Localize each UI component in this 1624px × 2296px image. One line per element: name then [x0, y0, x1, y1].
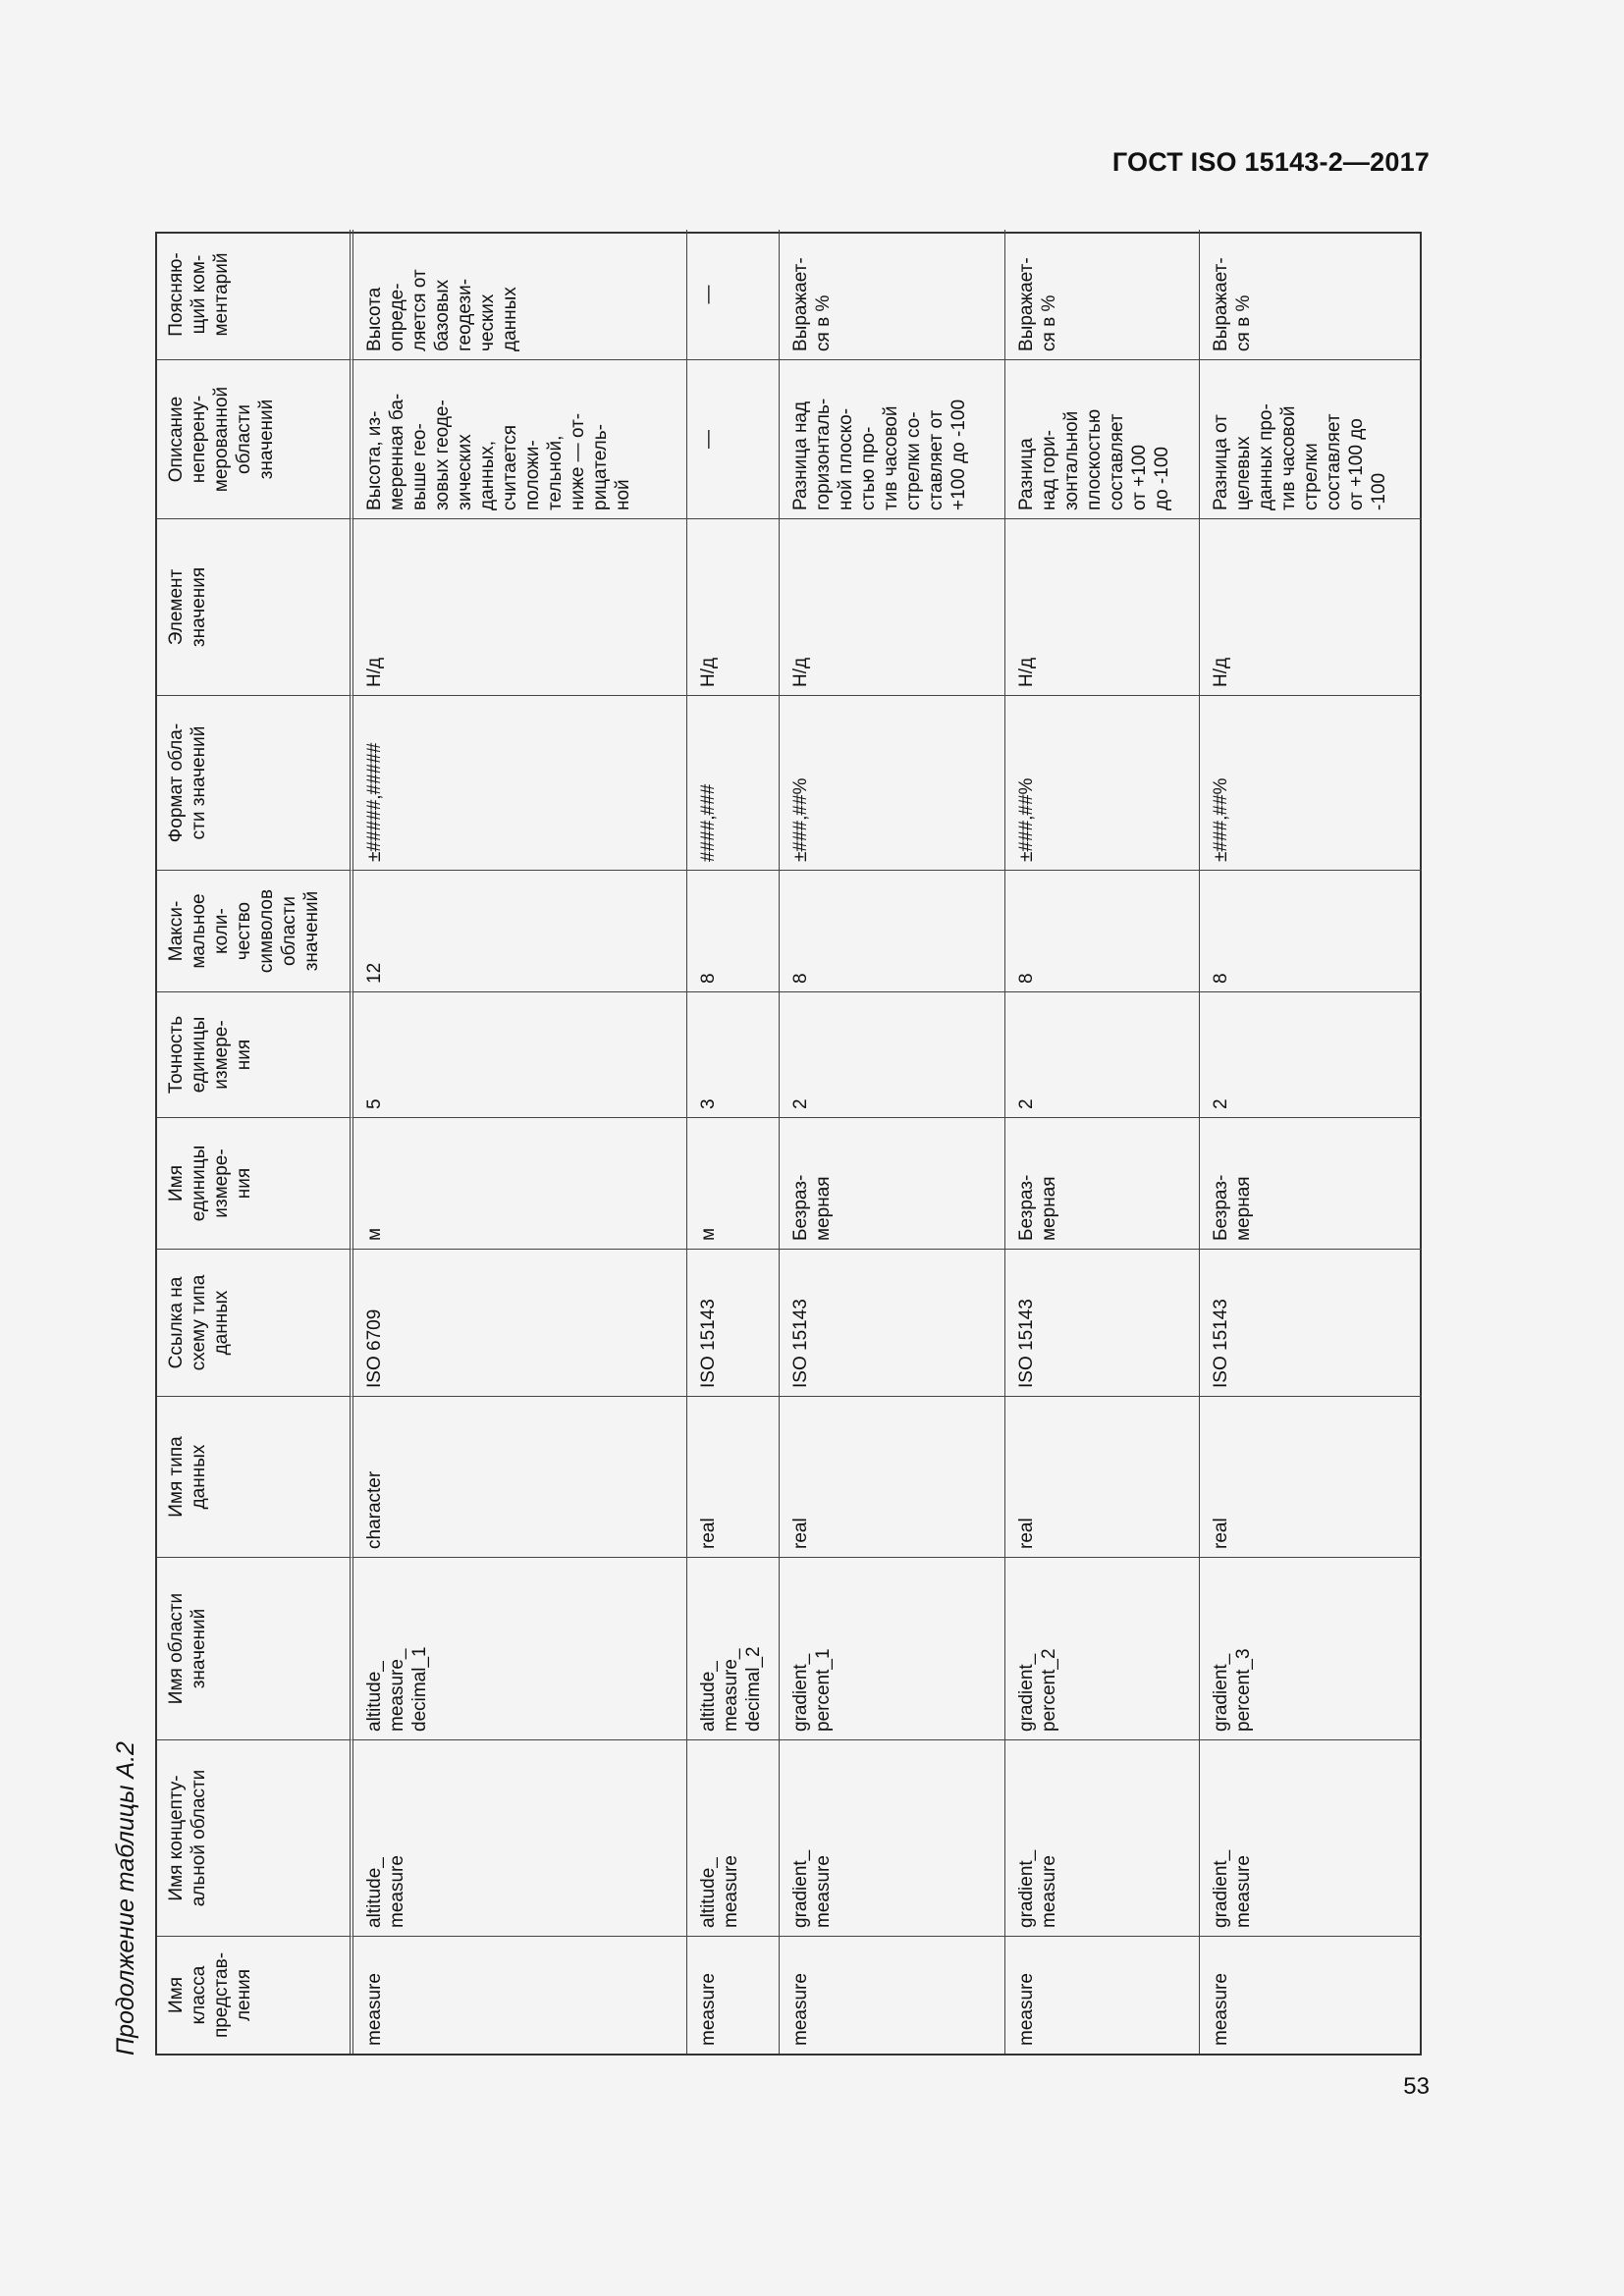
table-cell: character [353, 1396, 687, 1557]
column-header: Описание неперену- мерованной области значений [157, 359, 353, 518]
table-cell: ±#####,##### [353, 695, 687, 870]
column-header: Макси- мальное коли- чество символов области значений [157, 870, 353, 991]
table-cell: м [353, 1117, 687, 1249]
column-header: Поясняю- щий ком- ментарий [157, 230, 353, 359]
table-cell: altitude_ measure_ decimal_2 [687, 1557, 780, 1739]
table-cell: 3 [687, 991, 780, 1117]
table-cell: measure [1005, 1936, 1200, 2054]
table-cell: — [687, 230, 780, 359]
column-header: Формат обла- сти значений [157, 695, 353, 870]
table-cell: ±###,##% [1005, 695, 1200, 870]
table-cell: Безраз- мерная [1200, 1117, 1422, 1249]
table-cell: ISO 15143 [780, 1249, 1005, 1396]
table-cell: 8 [1200, 870, 1422, 991]
table-cell: Высота, из- меренная ба- выше гео- зовых геоде- зических данных, считается положи- тельной, ниже — от- рицатель- ной [353, 359, 687, 518]
table-cell: 2 [1200, 991, 1422, 1117]
table-cell: Разница над гори- зонтальной плоскостью составляет от +100 до -100 [1005, 359, 1200, 518]
table-cell: 8 [687, 870, 780, 991]
table-cell: Н/д [1005, 518, 1200, 695]
table-cell: ISO 15143 [687, 1249, 780, 1396]
table-cell: Разница над горизонталь- ной плоско- стью про- тив часовой стрелки со- ставляет от +100 до -100 [780, 359, 1005, 518]
table-cell: real [780, 1396, 1005, 1557]
table-cell: 8 [1005, 870, 1200, 991]
table-cell: measure [780, 1936, 1005, 2054]
table-cell: altitude_ measure [353, 1739, 687, 1936]
table-cell: Выражает- ся в % [1211, 257, 1254, 351]
document-header: ГОСТ ISO 15143-2—2017 [1111, 147, 1430, 177]
table-cell: Безраз- мерная [780, 1117, 1005, 1249]
table-cell: measure [687, 1936, 780, 2054]
column-header: Точность единицы измере- ния [157, 991, 353, 1117]
table-cell: Выражает- ся в % [780, 230, 1005, 359]
table-cell: ±###,##% [780, 695, 1005, 870]
table-cell: м [687, 1117, 780, 1249]
column-header: Имя класса представ- ления [157, 1936, 353, 2054]
table-cell: gradient_ percent_3 [1200, 1557, 1422, 1739]
page-number: 53 [1403, 2073, 1430, 2100]
table-cell: ISO 15143 [1200, 1249, 1422, 1396]
table-cell: ISO 15143 [1005, 1249, 1200, 1396]
table-cell: real [1005, 1396, 1200, 1557]
table-cell: gradient_ percent_2 [1005, 1557, 1200, 1739]
table-cell: ####,### [687, 695, 780, 870]
table-cell: Н/д [687, 518, 780, 695]
table-cell: gradient_ percent_1 [780, 1557, 1005, 1739]
table-cell: measure [1200, 1936, 1422, 2054]
table-cell: gradient_ measure [1005, 1739, 1200, 1936]
table-caption: Продолжение таблицы А.2 [112, 1741, 139, 2056]
table-cell: — [687, 359, 780, 518]
table-cell: gradient_ measure [780, 1739, 1005, 1936]
table-cell: Н/д [1200, 518, 1422, 695]
table-cell: real [687, 1396, 780, 1557]
table-cell: ±###,##% [1200, 695, 1422, 870]
table-cell: Выражает- ся в % [1005, 230, 1200, 359]
table-cell: Безраз- мерная [1005, 1117, 1200, 1249]
column-header: Имя единицы измере- ния [157, 1117, 353, 1249]
table-cell: 5 [353, 991, 687, 1117]
table-cell: Н/д [780, 518, 1005, 695]
table-cell: Высота опреде- ляется от базовых геодези- ческих данных [353, 230, 687, 359]
table-cell: ISO 6709 [353, 1249, 687, 1396]
table-cell: Н/д [353, 518, 687, 695]
table-cell: gradient_ measure [1200, 1739, 1422, 1936]
table-cell: measure [353, 1936, 687, 2054]
table-cell: 2 [1005, 991, 1200, 1117]
data-table [155, 232, 1422, 2056]
table-cell: altitude_ measure [687, 1739, 780, 1936]
table-cell: 8 [780, 870, 1005, 991]
column-header: Имя концепту- альной области [157, 1739, 353, 1936]
table-cell: 12 [353, 870, 687, 991]
table-cell: altitude_ measure_ decimal_1 [353, 1557, 687, 1739]
column-header: Ссылка на схему типа данных [157, 1249, 353, 1396]
table-cell: 2 [780, 991, 1005, 1117]
table-cell: Разница от целевых данных про- тив часовой стрелки составляет от +100 до -100 [1200, 359, 1422, 518]
column-header: Имя типа данных [157, 1396, 353, 1557]
table-cell: real [1200, 1396, 1422, 1557]
column-header: Имя области значений [157, 1557, 353, 1739]
column-header: Элемент значения [157, 518, 353, 695]
